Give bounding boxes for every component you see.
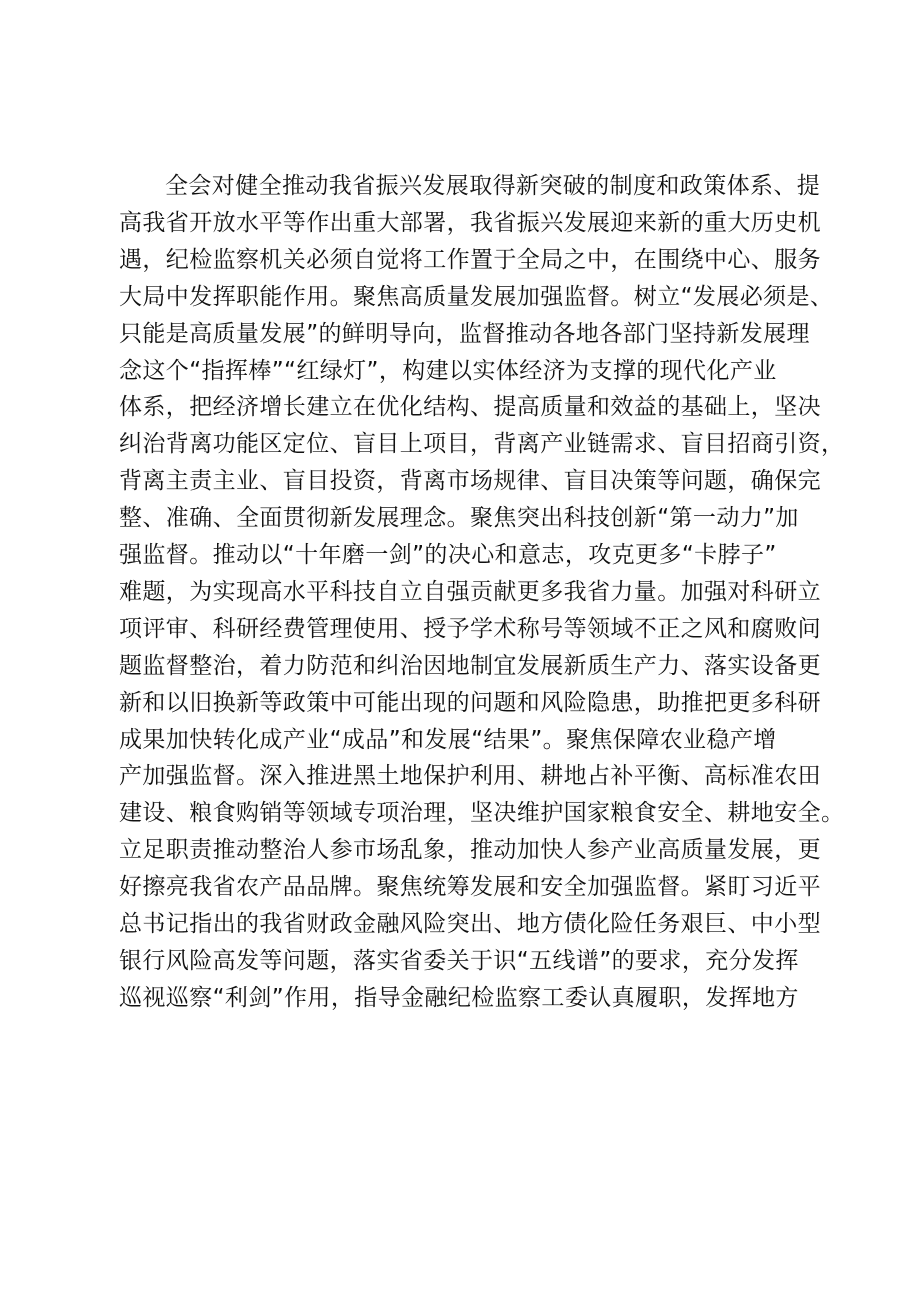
- text-line: 大局中发挥职能作用。聚焦高质量发展加强监督。树立“发展必须是、: [119, 283, 834, 310]
- text-line: 立足职责推动整治人参市场乱象，推动加快人参产业高质量发展，更: [119, 837, 821, 864]
- text-line: 建设、粮食购销等领域专项治理，坚决维护国家粮食安全、耕地安全。: [119, 800, 845, 827]
- text-line: 新和以旧换新等政策中可能出现的问题和风险隐患，助推把更多科研: [119, 689, 821, 716]
- text-line: 遇，纪检监察机关必须自觉将工作置于全局之中，在围绕中心、服务: [119, 246, 821, 273]
- text-line: 整、准确、全面贯彻新发展理念。聚焦突出科技创新“第一动力”加: [119, 505, 799, 532]
- text-line: 成果加快转化成产业“成品”和发展“结果”。聚焦保障农业稳产增: [119, 726, 777, 753]
- text-line: 全会对健全推动我省振兴发展取得新突破的制度和政策体系、提: [165, 173, 821, 199]
- text-line: 好擦亮我省农产品品牌。聚焦统筹发展和安全加强监督。紧盯习近平: [119, 874, 821, 901]
- text-line: 项评审、科研经费管理使用、授予学术称号等领域不正之风和腐败问: [119, 615, 821, 642]
- text-line: 只能是高质量发展”的鲜明导向，监督推动各地各部门坚持新发展理: [119, 320, 810, 347]
- text-line: 银行风险高发等问题，落实省委关于识“五线谱”的要求，充分发挥: [119, 947, 799, 974]
- text-line: 巡视巡察“利剑”作用，指导金融纪检监察工委认真履职，发挥地方: [119, 984, 799, 1011]
- text-line: 背离主责主业、盲目投资，背离市场规律、盲目决策等问题，确保完: [119, 468, 821, 495]
- text-line: 强监督。推动以“十年磨一剑”的决心和意志，攻克更多“卡脖子”: [119, 542, 777, 568]
- text-line: 难题，为实现高水平科技自立自强贡献更多我省力量。加强对科研立: [119, 578, 821, 605]
- text-line: 总书记指出的我省财政金融风险突出、地方债化险任务艰巨、中小型: [119, 911, 821, 937]
- text-line: 纠治背离功能区定位、盲目上项目，背离产业链需求、盲目招商引资，: [119, 431, 845, 458]
- text-line: 产加强监督。深入推进黑土地保护利用、耕地占补平衡、高标准农田: [119, 763, 821, 790]
- text-line: 高我省开放水平等作出重大部署，我省振兴发展迎来新的重大历史机: [119, 209, 821, 236]
- text-line: 题监督整治，着力防范和纠治因地制宜发展新质生产力、落实设备更: [119, 652, 821, 679]
- text-line: 念这个“指挥棒”“红绿灯”，构建以实体经济为支撑的现代化产业: [119, 357, 777, 384]
- text-line: 体系，把经济增长建立在优化结构、提高质量和效益的基础上，坚决: [119, 394, 821, 421]
